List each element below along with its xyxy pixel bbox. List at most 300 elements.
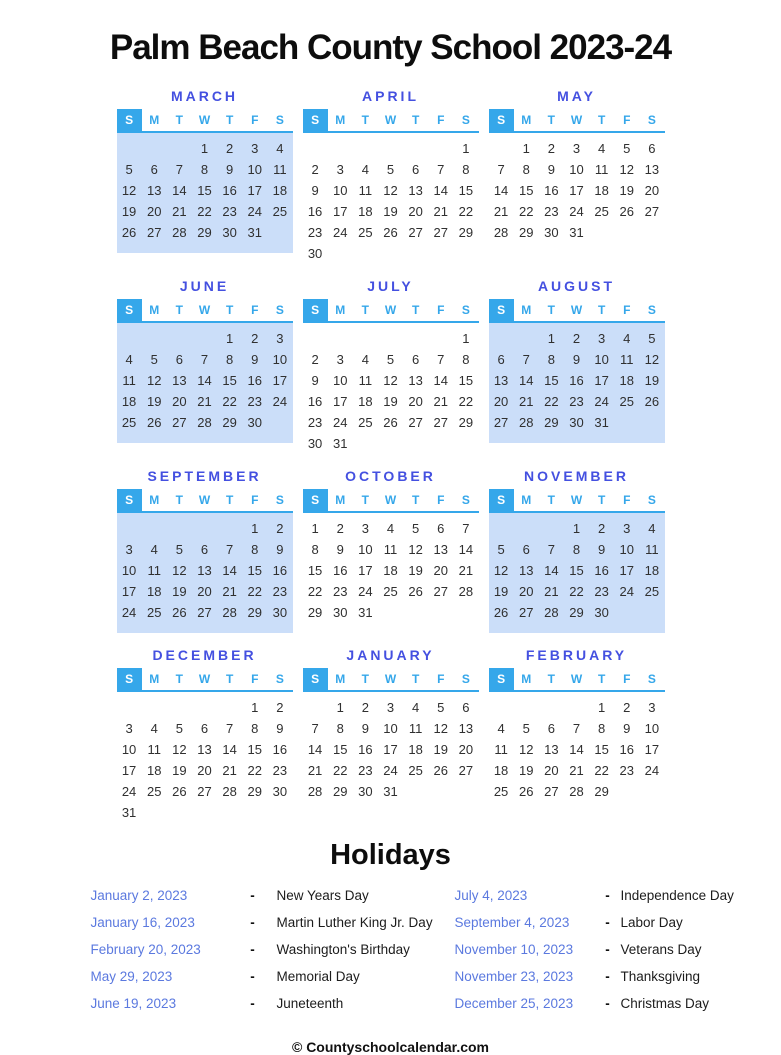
date-cell: 24: [242, 201, 267, 222]
date-cell: 3: [267, 328, 292, 349]
date-cell: 7: [428, 349, 453, 370]
weekday-cell: M: [328, 299, 353, 321]
weekday-header: [489, 109, 665, 133]
weekday-header: [117, 489, 293, 513]
month-march: [117, 88, 293, 253]
date-cell: 5: [614, 138, 639, 159]
date-cell: [639, 222, 664, 243]
sunday-header-cell: S: [489, 668, 514, 690]
weekday-cell: S: [453, 668, 478, 690]
weekday-header: [303, 299, 479, 323]
date-cell: 10: [328, 370, 353, 391]
date-cell: 16: [614, 739, 639, 760]
date-cell: 4: [378, 518, 403, 539]
holiday-name-right: Independence Day: [621, 888, 781, 903]
date-cell: 26: [117, 222, 142, 243]
date-cell: 12: [489, 560, 514, 581]
date-cell: 31: [353, 602, 378, 623]
date-cell: 23: [267, 581, 292, 602]
weekday-cell: T: [167, 299, 192, 321]
weekday-cell: W: [564, 668, 589, 690]
month-september: [117, 468, 293, 633]
date-cell: 3: [117, 718, 142, 739]
weekday-cell: M: [514, 489, 539, 511]
weekday-cell: F: [614, 109, 639, 131]
date-cell: 3: [639, 697, 664, 718]
date-cell: [403, 138, 428, 159]
date-cell: [353, 433, 378, 454]
weekday-cell: T: [539, 299, 564, 321]
date-cell: 23: [267, 760, 292, 781]
date-cell: 13: [453, 718, 478, 739]
date-cell: 20: [192, 581, 217, 602]
date-cell: 18: [589, 180, 614, 201]
date-cell: 1: [453, 328, 478, 349]
weekday-cell: T: [353, 489, 378, 511]
date-cell: 24: [117, 781, 142, 802]
date-cell: [403, 602, 428, 623]
date-cell: [117, 518, 142, 539]
holiday-date-left: June 19, 2023: [91, 996, 229, 1011]
date-cell: 27: [639, 201, 664, 222]
holiday-date-right: November 23, 2023: [455, 969, 595, 984]
holiday-date-left: February 20, 2023: [91, 942, 229, 957]
date-cell: 22: [453, 391, 478, 412]
date-cell: 29: [514, 222, 539, 243]
date-cell: [328, 138, 353, 159]
date-cell: [267, 412, 292, 433]
month-october: [303, 468, 479, 633]
date-cell: 7: [217, 718, 242, 739]
weekday-cell: W: [378, 489, 403, 511]
date-cell: 10: [353, 539, 378, 560]
sunday-header-cell: S: [117, 109, 142, 131]
date-cell: 17: [117, 760, 142, 781]
date-cell: 5: [489, 539, 514, 560]
date-cell: 17: [242, 180, 267, 201]
weekday-header: [303, 109, 479, 133]
weekday-cell: S: [453, 489, 478, 511]
date-cell: 19: [167, 581, 192, 602]
date-cell: 28: [217, 781, 242, 802]
date-cell: 4: [614, 328, 639, 349]
date-cell: [267, 222, 292, 243]
dates-grid: [303, 323, 479, 454]
date-cell: 14: [192, 370, 217, 391]
date-cell: 16: [303, 391, 328, 412]
date-cell: 22: [328, 760, 353, 781]
date-cell: 29: [589, 781, 614, 802]
weekday-cell: S: [267, 109, 292, 131]
weekday-cell: F: [614, 299, 639, 321]
weekday-cell: T: [539, 489, 564, 511]
weekday-cell: T: [353, 299, 378, 321]
date-cell: 22: [192, 201, 217, 222]
date-cell: 30: [267, 781, 292, 802]
date-cell: 20: [403, 391, 428, 412]
date-cell: 27: [428, 412, 453, 433]
date-cell: 3: [564, 138, 589, 159]
date-cell: 5: [117, 159, 142, 180]
date-cell: 31: [242, 222, 267, 243]
date-cell: 4: [353, 159, 378, 180]
date-cell: 8: [328, 718, 353, 739]
date-cell: [217, 697, 242, 718]
date-cell: 25: [142, 781, 167, 802]
date-cell: 12: [428, 718, 453, 739]
date-cell: 20: [539, 760, 564, 781]
month-november: [489, 468, 665, 633]
weekday-cell: T: [217, 668, 242, 690]
date-cell: 18: [142, 581, 167, 602]
date-cell: [303, 138, 328, 159]
date-cell: [639, 781, 664, 802]
weekday-cell: F: [242, 299, 267, 321]
date-cell: 12: [378, 180, 403, 201]
date-cell: 6: [514, 539, 539, 560]
month-title: FEBRUARY: [489, 647, 665, 663]
date-cell: [514, 697, 539, 718]
weekday-cell: M: [142, 299, 167, 321]
date-cell: 30: [303, 433, 328, 454]
date-cell: 13: [639, 159, 664, 180]
date-cell: 20: [514, 581, 539, 602]
date-cell: 21: [489, 201, 514, 222]
weekday-cell: F: [428, 299, 453, 321]
date-cell: [453, 602, 478, 623]
date-cell: 29: [242, 602, 267, 623]
date-cell: 28: [192, 412, 217, 433]
date-cell: [639, 602, 664, 623]
date-cell: [489, 697, 514, 718]
month-august: [489, 278, 665, 443]
date-cell: 8: [589, 718, 614, 739]
date-cell: 27: [489, 412, 514, 433]
date-cell: 25: [489, 781, 514, 802]
date-cell: [267, 802, 292, 823]
holiday-name-left: Memorial Day: [277, 969, 455, 984]
holiday-separator: -: [229, 996, 277, 1011]
date-cell: 22: [303, 581, 328, 602]
date-cell: 8: [242, 718, 267, 739]
weekday-cell: F: [428, 109, 453, 131]
date-cell: 14: [514, 370, 539, 391]
date-cell: 25: [614, 391, 639, 412]
date-cell: 11: [353, 180, 378, 201]
weekday-cell: S: [267, 299, 292, 321]
month-title: APRIL: [303, 88, 479, 104]
date-cell: 24: [353, 581, 378, 602]
date-cell: 12: [403, 539, 428, 560]
date-cell: 20: [453, 739, 478, 760]
date-cell: [428, 138, 453, 159]
date-cell: 23: [242, 391, 267, 412]
date-cell: 2: [353, 697, 378, 718]
date-cell: 8: [303, 539, 328, 560]
date-cell: 19: [614, 180, 639, 201]
date-cell: 4: [589, 138, 614, 159]
date-cell: 24: [328, 412, 353, 433]
date-cell: 30: [267, 602, 292, 623]
date-cell: 14: [489, 180, 514, 201]
dates-grid: [117, 133, 293, 253]
sunday-header-cell: S: [303, 668, 328, 690]
date-cell: 5: [142, 349, 167, 370]
date-cell: [403, 243, 428, 264]
date-cell: 27: [539, 781, 564, 802]
date-cell: 2: [242, 328, 267, 349]
weekday-cell: T: [589, 299, 614, 321]
date-cell: 26: [167, 781, 192, 802]
weekday-cell: F: [614, 668, 639, 690]
date-cell: 28: [489, 222, 514, 243]
date-cell: 7: [428, 159, 453, 180]
weekday-cell: T: [217, 109, 242, 131]
holidays-list: [91, 882, 691, 1017]
date-cell: 1: [192, 138, 217, 159]
date-cell: 30: [303, 243, 328, 264]
date-cell: [564, 697, 589, 718]
date-cell: 8: [453, 349, 478, 370]
weekday-cell: T: [167, 668, 192, 690]
date-cell: 17: [639, 739, 664, 760]
date-cell: 17: [378, 739, 403, 760]
date-cell: 20: [403, 201, 428, 222]
date-cell: 8: [539, 349, 564, 370]
date-cell: 29: [303, 602, 328, 623]
date-cell: 9: [353, 718, 378, 739]
weekday-cell: M: [142, 668, 167, 690]
weekday-cell: T: [353, 109, 378, 131]
date-cell: 16: [564, 370, 589, 391]
weekday-cell: T: [539, 109, 564, 131]
holiday-date-left: January 2, 2023: [91, 888, 229, 903]
date-cell: 16: [303, 201, 328, 222]
sunday-header-cell: S: [117, 489, 142, 511]
date-cell: 19: [514, 760, 539, 781]
date-cell: 5: [167, 718, 192, 739]
date-cell: 9: [267, 539, 292, 560]
date-cell: 3: [614, 518, 639, 539]
date-cell: 31: [328, 433, 353, 454]
date-cell: 11: [403, 718, 428, 739]
date-cell: 7: [514, 349, 539, 370]
date-cell: [614, 602, 639, 623]
month-may: [489, 88, 665, 253]
date-cell: [167, 328, 192, 349]
weekday-cell: W: [378, 109, 403, 131]
date-cell: 22: [514, 201, 539, 222]
date-cell: 5: [378, 349, 403, 370]
month-june: [117, 278, 293, 443]
date-cell: [539, 518, 564, 539]
date-cell: 26: [167, 602, 192, 623]
date-cell: 8: [514, 159, 539, 180]
date-cell: [453, 243, 478, 264]
date-cell: 23: [614, 760, 639, 781]
date-cell: 9: [589, 539, 614, 560]
date-cell: 4: [142, 718, 167, 739]
dates-grid: [303, 133, 479, 264]
date-cell: 1: [453, 138, 478, 159]
date-cell: [378, 243, 403, 264]
date-cell: 31: [564, 222, 589, 243]
weekday-cell: W: [564, 489, 589, 511]
date-cell: 19: [489, 581, 514, 602]
date-cell: 11: [353, 370, 378, 391]
date-cell: 30: [353, 781, 378, 802]
date-cell: 11: [378, 539, 403, 560]
date-cell: 21: [539, 581, 564, 602]
date-cell: [428, 433, 453, 454]
date-cell: 23: [303, 412, 328, 433]
month-january: [303, 647, 479, 812]
date-cell: 28: [217, 602, 242, 623]
date-cell: 10: [328, 180, 353, 201]
date-cell: 6: [539, 718, 564, 739]
dates-grid: [489, 513, 665, 633]
date-cell: 10: [242, 159, 267, 180]
date-cell: 31: [589, 412, 614, 433]
date-cell: 18: [639, 560, 664, 581]
weekday-header: [489, 299, 665, 323]
date-cell: 14: [167, 180, 192, 201]
date-cell: 11: [142, 560, 167, 581]
date-cell: [453, 433, 478, 454]
date-cell: 12: [167, 560, 192, 581]
date-cell: 4: [117, 349, 142, 370]
date-cell: 12: [514, 739, 539, 760]
date-cell: [589, 222, 614, 243]
date-cell: 21: [192, 391, 217, 412]
date-cell: 28: [564, 781, 589, 802]
sunday-header-cell: S: [303, 299, 328, 321]
date-cell: 11: [142, 739, 167, 760]
weekday-cell: M: [328, 489, 353, 511]
date-cell: [192, 328, 217, 349]
date-cell: 30: [328, 602, 353, 623]
date-cell: 15: [564, 560, 589, 581]
date-cell: [142, 697, 167, 718]
date-cell: 8: [453, 159, 478, 180]
date-cell: 24: [639, 760, 664, 781]
holiday-date-right: December 25, 2023: [455, 996, 595, 1011]
date-cell: [217, 802, 242, 823]
weekday-cell: T: [403, 299, 428, 321]
date-cell: 19: [403, 560, 428, 581]
date-cell: 21: [217, 760, 242, 781]
date-cell: 26: [639, 391, 664, 412]
weekday-cell: W: [192, 668, 217, 690]
weekday-cell: S: [453, 299, 478, 321]
date-cell: 15: [192, 180, 217, 201]
date-cell: 31: [378, 781, 403, 802]
date-cell: 24: [378, 760, 403, 781]
date-cell: 3: [353, 518, 378, 539]
date-cell: 17: [353, 560, 378, 581]
weekday-cell: M: [328, 109, 353, 131]
date-cell: 5: [378, 159, 403, 180]
weekday-cell: S: [639, 299, 664, 321]
date-cell: 22: [217, 391, 242, 412]
date-cell: 4: [403, 697, 428, 718]
weekday-cell: M: [514, 109, 539, 131]
date-cell: [539, 697, 564, 718]
date-cell: 25: [353, 222, 378, 243]
date-cell: [514, 328, 539, 349]
date-cell: 5: [167, 539, 192, 560]
date-cell: [453, 781, 478, 802]
month-december: [117, 647, 293, 823]
date-cell: [303, 328, 328, 349]
holiday-name-right: Thanksgiving: [621, 969, 781, 984]
weekday-cell: T: [167, 489, 192, 511]
holiday-separator: -: [595, 969, 621, 984]
date-cell: 26: [378, 222, 403, 243]
date-cell: 26: [428, 760, 453, 781]
date-cell: 1: [303, 518, 328, 539]
date-cell: 7: [167, 159, 192, 180]
weekday-cell: S: [639, 489, 664, 511]
date-cell: 29: [328, 781, 353, 802]
weekday-cell: F: [242, 668, 267, 690]
weekday-cell: T: [589, 109, 614, 131]
date-cell: 1: [242, 518, 267, 539]
date-cell: 11: [117, 370, 142, 391]
date-cell: 19: [117, 201, 142, 222]
date-cell: [378, 328, 403, 349]
weekday-cell: W: [192, 489, 217, 511]
date-cell: [639, 412, 664, 433]
date-cell: 22: [539, 391, 564, 412]
date-cell: 2: [614, 697, 639, 718]
date-cell: 13: [142, 180, 167, 201]
holiday-name-left: Washington's Birthday: [277, 942, 455, 957]
date-cell: [192, 518, 217, 539]
weekday-header: [117, 668, 293, 692]
holiday-date-left: January 16, 2023: [91, 915, 229, 930]
date-cell: 13: [167, 370, 192, 391]
sunday-header-cell: S: [303, 109, 328, 131]
date-cell: 4: [142, 539, 167, 560]
date-cell: 3: [378, 697, 403, 718]
date-cell: 14: [428, 370, 453, 391]
date-cell: 27: [428, 222, 453, 243]
date-cell: 29: [453, 222, 478, 243]
sunday-header-cell: S: [117, 668, 142, 690]
date-cell: [614, 412, 639, 433]
weekday-cell: W: [192, 299, 217, 321]
date-cell: 2: [328, 518, 353, 539]
holiday-name-right: Christmas Day: [621, 996, 781, 1011]
weekday-cell: F: [242, 489, 267, 511]
date-cell: 12: [639, 349, 664, 370]
date-cell: 19: [378, 391, 403, 412]
date-cell: 4: [353, 349, 378, 370]
date-cell: 25: [589, 201, 614, 222]
date-cell: 1: [242, 697, 267, 718]
date-cell: 23: [589, 581, 614, 602]
date-cell: 1: [539, 328, 564, 349]
date-cell: 14: [564, 739, 589, 760]
date-cell: 7: [453, 518, 478, 539]
date-cell: 29: [192, 222, 217, 243]
date-cell: 6: [453, 697, 478, 718]
date-cell: [167, 802, 192, 823]
date-cell: [167, 697, 192, 718]
weekday-cell: F: [428, 489, 453, 511]
date-cell: 11: [267, 159, 292, 180]
